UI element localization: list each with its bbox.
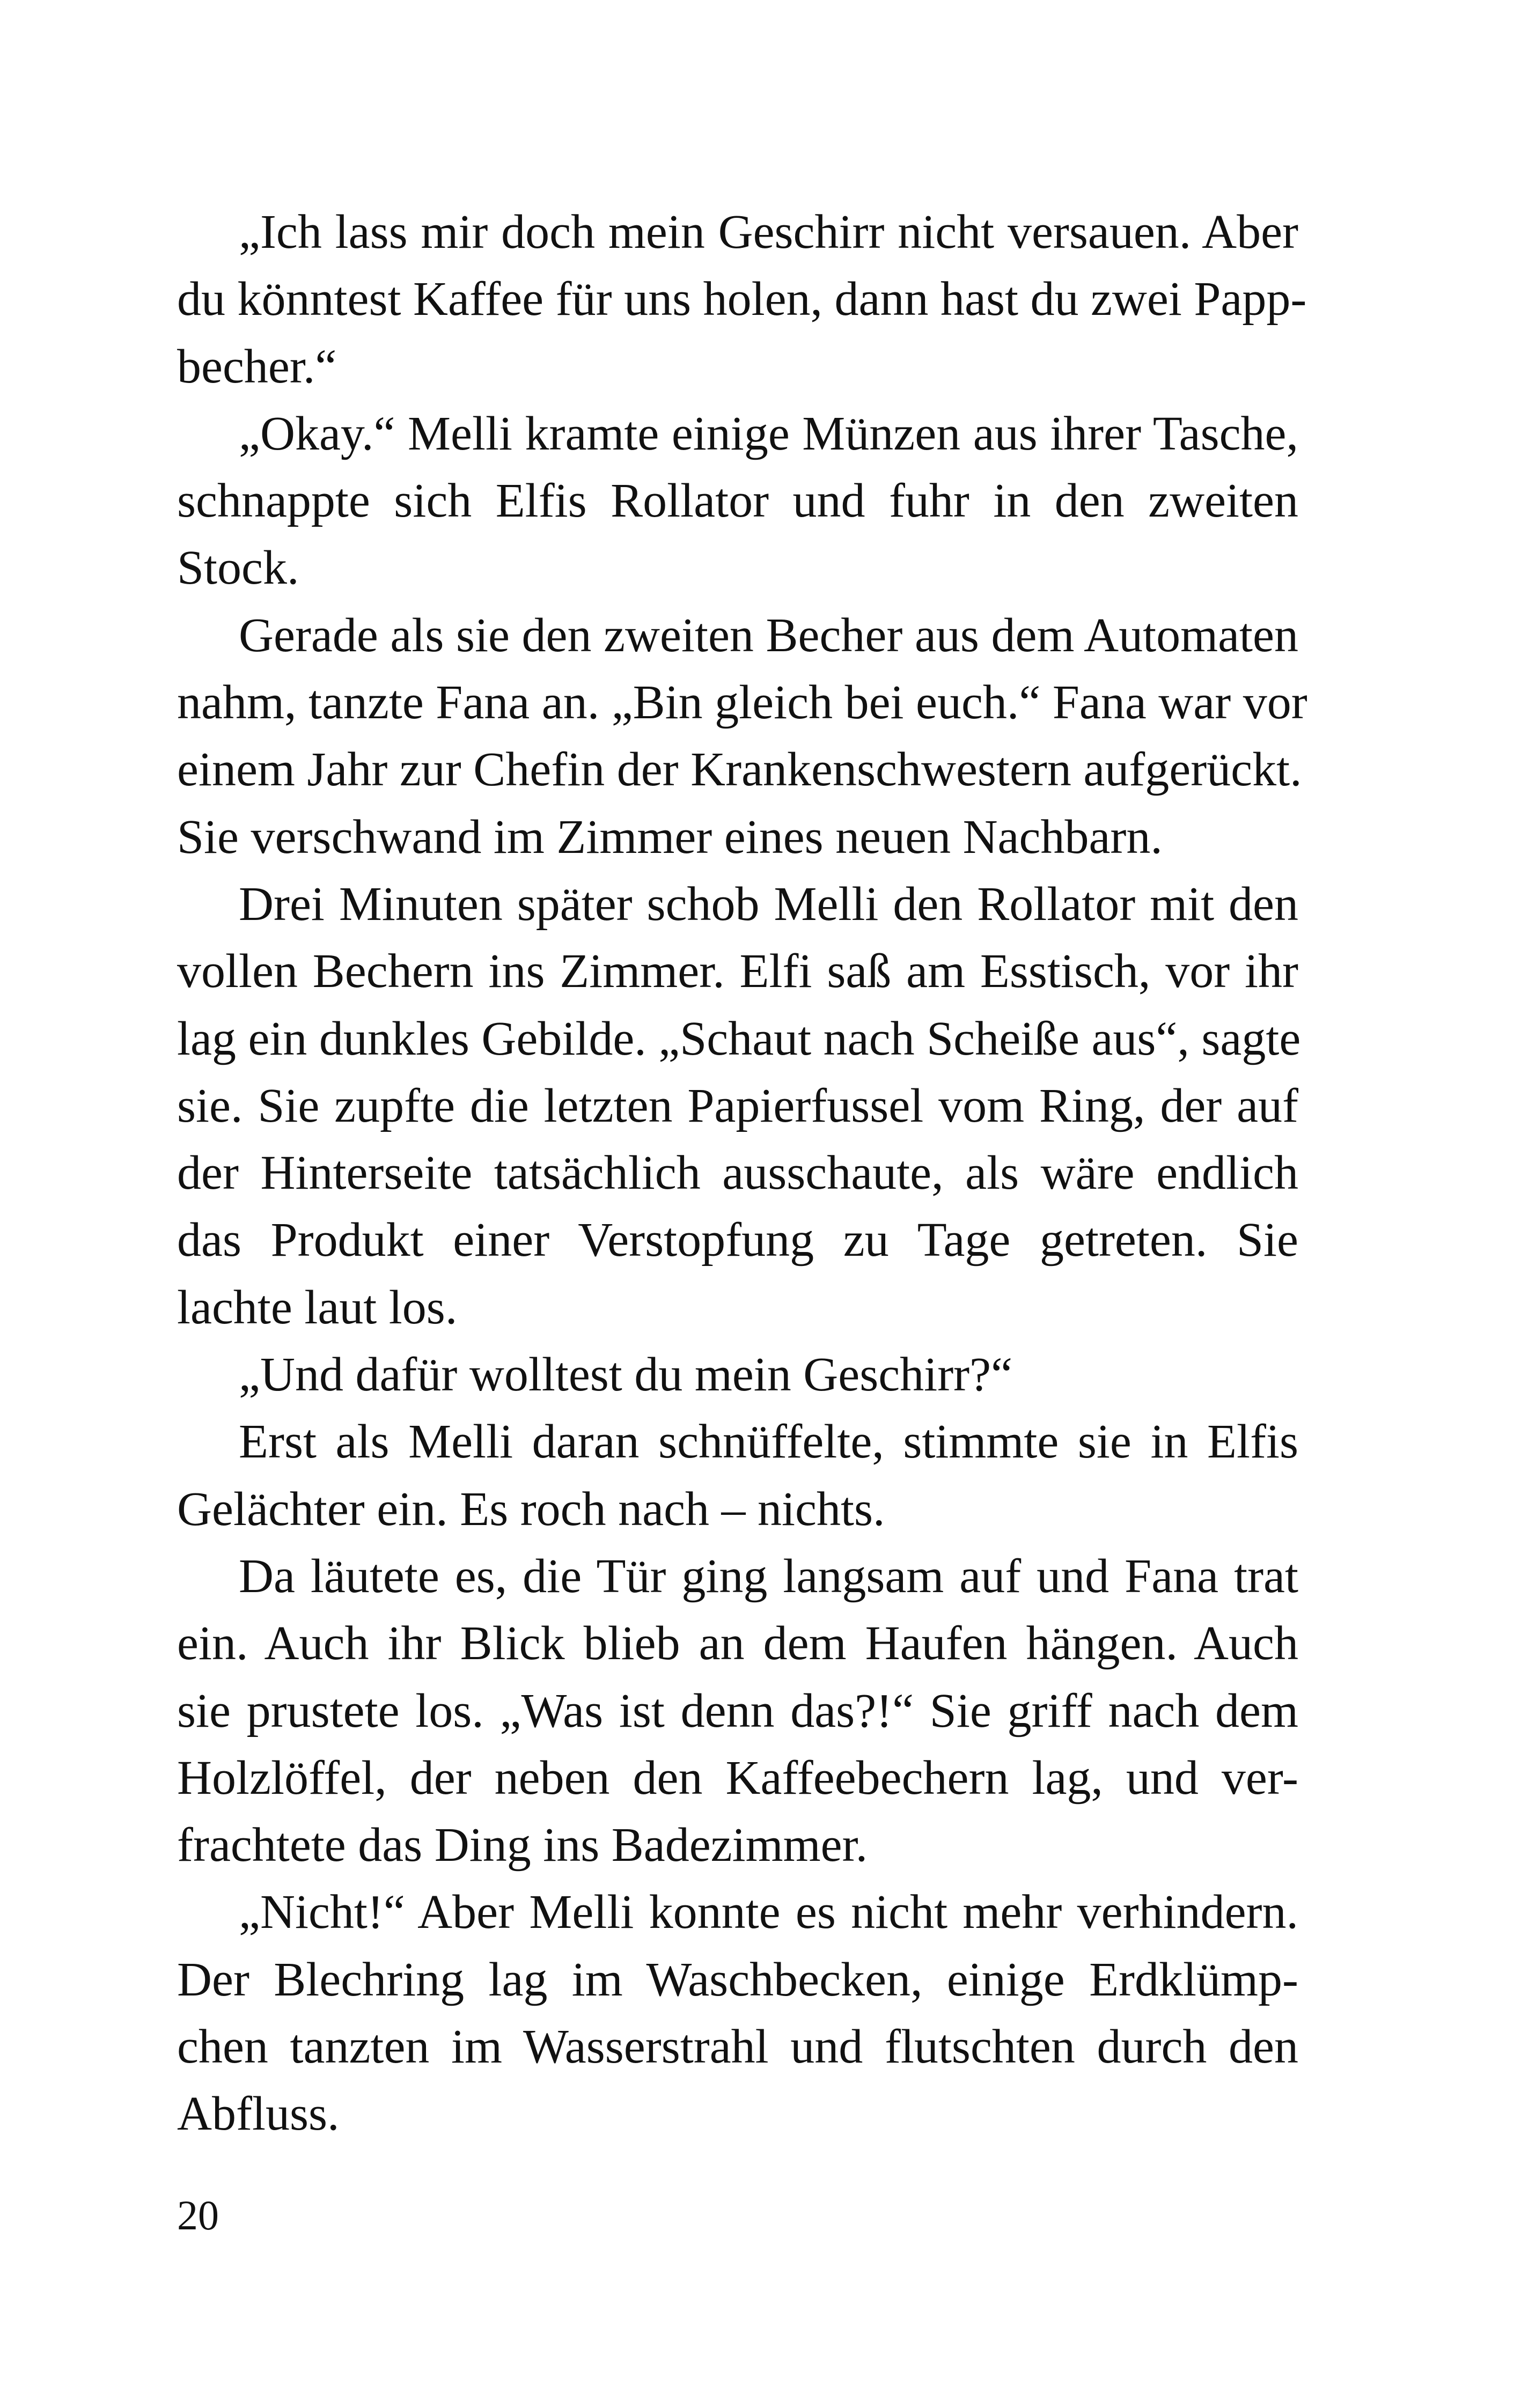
text-line: chen tanzten im Wasserstrahl und flutschten durch den [177,2020,1298,2074]
text-line: du könntest Kaffee für uns holen, dann hast du zwei Papp- [177,273,1307,326]
text-line: „Nicht!“ Aber Melli konnte es nicht mehr verhindern. [239,1886,1298,1939]
paragraph [177,400,1298,602]
body-text [177,198,1307,2148]
text-line: sie. Sie zupfte die letzten Papierfussel vom Ring, der auf [177,1079,1298,1132]
text-line: sie prustete los. „Was ist denn das?!“ Sie griff nach dem [177,1684,1298,1737]
text-line: Der Blechring lag im Waschbecken, einige Erdklümp- [177,1953,1298,2006]
text-line: nahm, tanzte Fana an. „Bin gleich bei euch.“ Fana war vor [177,676,1307,730]
text-line: vollen Bechern ins Zimmer. Elfi saß am Esstisch, vor ihr [177,945,1298,998]
text-line: „Ich lass mir doch mein Geschirr nicht versauen. Aber [239,205,1298,259]
text-line: Gerade als sie den zweiten Becher aus dem Automaten [239,608,1298,662]
text-line: ein. Auch ihr Blick blieb an dem Haufen hängen. Auch [177,1617,1298,1670]
paragraph [177,871,1301,1341]
paragraph [177,602,1307,871]
paragraph [177,1341,1298,1408]
text-line: frachtete das Ding ins Badezimmer. [177,1818,868,1872]
text-line: Abfluss. [177,2087,340,2141]
text-line: lachte laut los. [177,1280,458,1334]
text-line: schnappte sich Elfis Rollator und fuhr in den zweiten [177,474,1298,528]
text-line: Da läutete es, die Tür ging langsam auf und Fana trat [239,1549,1298,1603]
text-line: das Produkt einer Verstopfung zu Tage getreten. Sie [177,1213,1298,1267]
text-line: Erst als Melli daran schnüffelte, stimmte sie in Elfis [239,1415,1298,1469]
text-line: lag ein dunkles Gebilde. „Schaut nach Scheiße aus“, sagte [177,1012,1301,1065]
text-line: „Okay.“ Melli kramte einige Münzen aus ihrer Tasche, [239,407,1298,460]
text-line: Drei Minuten später schob Melli den Rollator mit den [239,877,1298,931]
text-line: der Hinterseite tatsächlich ausschaute, als wäre endlich [177,1146,1298,1200]
paragraph [177,1543,1298,1879]
paragraph [177,198,1307,400]
page-number: 20 [177,2192,219,2238]
text-line: Sie verschwand im Zimmer eines neuen Nachbarn. [177,810,1163,864]
paragraph [177,1408,1298,1543]
text-line: becher.“ [177,340,337,393]
paragraph [177,1879,1298,2147]
text-line: einem Jahr zur Chefin der Krankenschwestern aufgerückt. [177,743,1302,797]
text-line: „Und dafür wolltest du mein Geschirr?“ [239,1348,1013,1402]
text-line: Gelächter ein. Es roch nach – nichts. [177,1482,885,1536]
text-line: Stock. [177,541,299,595]
text-line: Holzlöffel, der neben den Kaffeebechern lag, und ver- [177,1751,1298,1805]
